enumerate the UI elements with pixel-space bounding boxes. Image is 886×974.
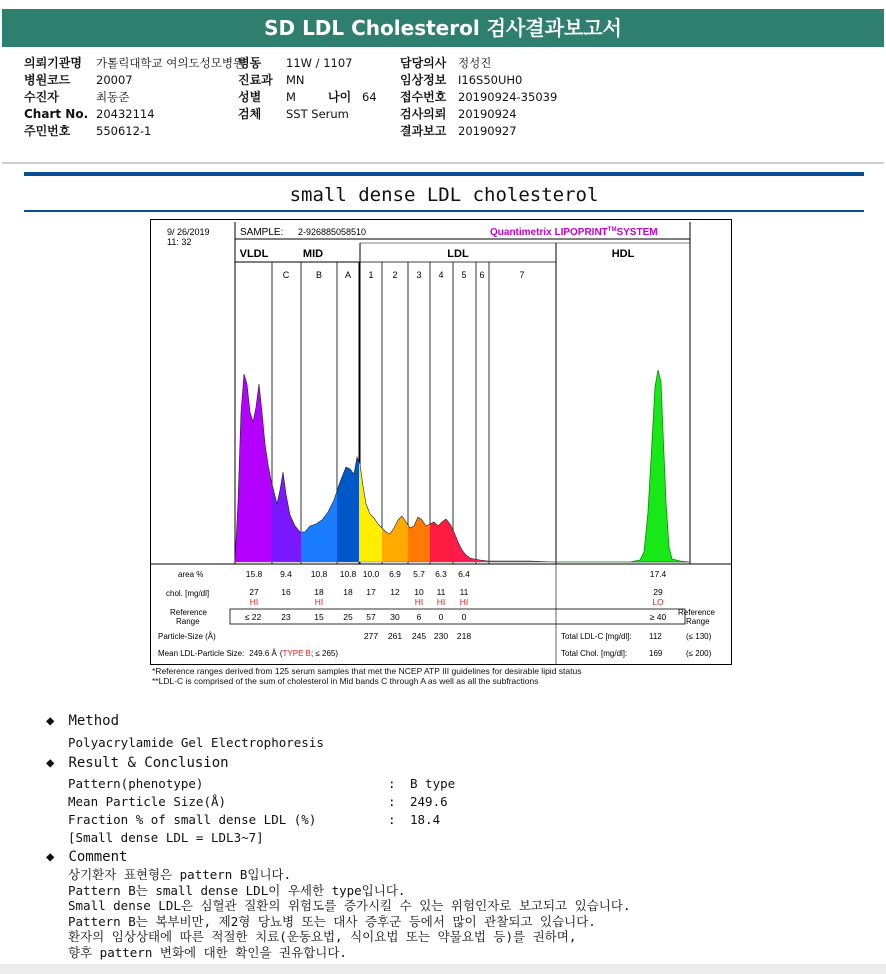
info-row-receipt-no: 접수번호 20190924-35039 [400,90,558,104]
chol-value: 11 [436,587,446,597]
bottom-strip [0,964,886,974]
chart-time: 11: 32 [167,237,192,247]
chol-value: 27 [249,587,259,597]
info-row-ward: 병동 11W / 1107 [238,56,353,70]
info-row-request-date: 검사의뢰 20190924 [400,107,517,121]
row-label-chol: chol. [mg/dl] [166,589,210,598]
ref-value: 0 [438,612,444,622]
result-item-mean-size: Mean Particle Size(Å) : 249.6 [68,794,448,809]
lipoprint-chart [150,219,732,665]
info-row-hospital-code: 병원코드 20007 [24,73,133,87]
row-label-particle: Particle-Size (Å) [158,632,216,641]
comment-line: 향후 pattern 변화에 대한 확인을 권유합니다. [68,944,347,960]
flag-value: LO [652,597,664,607]
info-row-sex-age: 성별 M 나이 64 [238,90,377,104]
band-label: C [282,270,290,280]
comment-line: Small dense LDL은 심혈관 질환의 위험도를 증가시킬 수 있는 위험인자로 보고되고 있습니다. [68,898,631,913]
info-row-chart-no: Chart No. 20432114 [24,107,155,121]
info-row-patient: 수진자 최동준 [24,90,130,104]
area-value: 10.0 [362,569,380,579]
area-value: 10.8 [339,569,357,579]
section-top-rule [24,172,864,176]
footnote-2: **LDL-C is comprised of the sum of cholesterol in Mid bands C through A as well as all the subfractions [152,676,539,686]
method-text: Polyacrylamide Gel Electrophoresis [68,735,324,750]
info-col-1 [24,55,244,140]
ref-value: 30 [390,612,400,622]
chol-value: 29 [653,587,663,597]
ref-value: 6 [416,612,422,622]
particle-size-value: 277 [363,631,379,641]
comment-line: 상기환자 표현형은 pattern B입니다. [68,867,292,882]
sample-label: SAMPLE: [240,227,284,238]
brand-name: Quantimetrix LIPOPRINT™SYSTEM [490,227,658,238]
ref-value: ≥ 40 [649,612,667,622]
diamond-icon: ◆ [46,713,55,729]
group-label-mid: MID [302,248,324,260]
particle-size-value: 230 [433,631,449,641]
flag-value: HI [414,597,424,607]
total-ldl-ref: (≤ 130) [686,632,712,641]
group-label-hdl: HDL [611,248,635,260]
info-row-specimen: 검체 SST Serum [238,107,349,121]
info-col-3 [400,55,557,140]
band-area-4 [430,519,453,562]
area-value: 15.8 [245,569,263,579]
comment-heading: ◆ Comment [46,849,128,865]
chol-value: 17 [366,587,376,597]
band-label: 6 [479,270,485,280]
info-col-2 [238,55,377,123]
info-row-hospital: 의뢰기관명 가톨릭대학교 여의도성모병원 [24,56,245,70]
sample-id: 2-926885058510 [298,227,367,237]
ref-value: 23 [281,612,291,622]
result-heading: ◆ Result & Conclusion [46,755,229,771]
chol-value: 11 [459,587,469,597]
band-label: 4 [438,270,444,280]
total-ldl-label: Total LDL-C [mg/dl]: [561,632,632,641]
particle-size-value: 245 [411,631,427,641]
chol-value: 18 [314,587,324,597]
band-label: 5 [461,270,467,280]
result-note: [Small dense LDL = LDL3~7] [68,830,264,845]
chart-section-title: small dense LDL cholesterol [289,184,599,206]
total-chol-ref: (≤ 200) [686,649,712,658]
info-row-report-date: 결과보고 20190927 [400,124,517,138]
chol-value: 12 [390,587,400,597]
mean-particle-line: Mean LDL-Particle Size: 249.6 Å (TYPE B; ≤ 265) [158,649,339,658]
header-divider [2,162,884,164]
chol-value: 18 [343,587,353,597]
section-bottom-rule [24,210,864,212]
info-row-clinical-info: 임상정보 I16S50UH0 [400,73,523,87]
area-value: 6.9 [389,569,401,579]
right-ref-label-1: Reference [678,608,715,617]
info-row-resident-no: 주민번호 550612-1 [24,124,152,138]
ref-value: ≤ 22 [244,612,262,622]
flag-value: HI [436,597,446,607]
right-ref-label-2: Range [686,617,710,626]
group-label-vldl: VLDL [239,248,269,260]
particle-size-value: 261 [387,631,403,641]
row-label-area: area % [178,570,204,579]
band-label: 7 [519,270,525,280]
comment-line: 환자의 임상상태에 따른 적절한 치료(운동요법, 식이요법 또는 약물요법 등)를 권하며, [68,929,577,944]
report-title: SD LDL Cholesterol 검사결과보고서 [2,9,884,47]
area-value: 10.8 [310,569,328,579]
ref-value: 15 [314,612,324,622]
chol-value: 16 [281,587,291,597]
flag-value: HI [249,597,259,607]
band-label: 1 [368,270,374,280]
footnote-1: *Reference ranges derived from 125 serum samples that met the NCEP ATP III guidelines for desirable lipid status [152,666,582,676]
row-label-ref-2: Range [176,617,200,626]
diamond-icon: ◆ [46,755,55,771]
result-item-fraction: Fraction % of small dense LDL (%) : 18.4 [68,812,441,827]
comment-body [68,867,630,960]
particle-size-value: 218 [456,631,472,641]
total-chol-value: 169 [649,649,663,658]
area-value: 17.4 [649,569,667,579]
ref-value: 57 [366,612,376,622]
row-label-ref-1: Reference [170,608,207,617]
area-value: 6.4 [458,569,470,579]
total-chol-label: Total Chol. [mg/dl]: [561,649,628,658]
ref-value: 0 [461,612,467,622]
area-value: 9.4 [280,569,292,579]
flag-value: HI [314,597,324,607]
chart-date: 9/ 26/2019 [167,227,210,237]
method-heading: ◆ Method [46,713,120,729]
band-label: 2 [392,270,398,280]
band-label: B [315,270,323,280]
comment-line: Pattern B는 복부비만, 제2형 당뇨병 또는 대사 증후군 등에서 많이 관찰되고 있습니다. [68,913,596,929]
total-ldl-value: 112 [649,632,662,641]
group-label-ldl: LDL [447,248,469,260]
ref-value: 25 [343,612,353,622]
area-value: 5.7 [413,569,425,579]
chol-value: 10 [414,587,424,597]
area-value: 6.3 [435,569,447,579]
band-label: A [344,270,352,280]
info-row-department: 진료과 MN [238,73,305,87]
comment-line: Pattern B는 small dense LDL이 우세한 type입니다. [68,882,406,898]
info-row-doctor: 담당의사 정성진 [400,56,492,70]
band-label: 3 [416,270,422,280]
diamond-icon: ◆ [46,849,55,865]
result-item-pattern: Pattern(phenotype) : B type [68,776,456,791]
flag-value: HI [459,597,469,607]
